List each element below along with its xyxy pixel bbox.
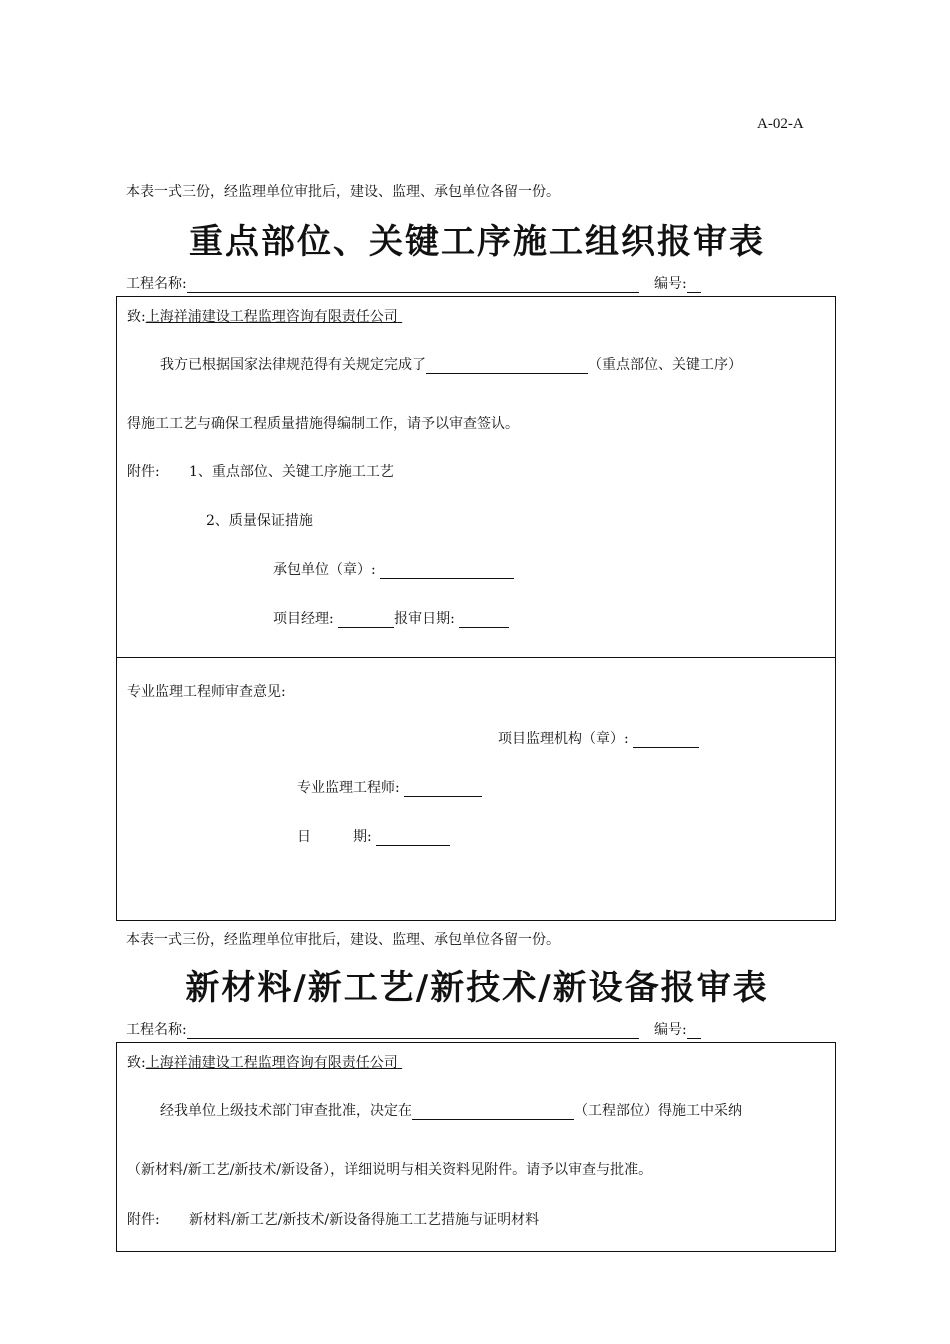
form2-body-prefix: 经我单位上级技术部门审查批准，决定在 <box>160 1103 412 1119</box>
form1-contractor-line <box>273 559 514 579</box>
form1-project-line <box>126 273 639 293</box>
form1-body-line2: 得施工工艺与确保工程质量措施得编制工作，请予以审查签认。 <box>127 416 519 432</box>
form1-body-prefix: 我方已根据国家法律规范得有关规定完成了 <box>160 357 426 373</box>
form2-body-suffix: （工程部位）得施工中采纳 <box>574 1103 742 1119</box>
form1-number-line <box>654 273 701 293</box>
form2-number-field[interactable] <box>687 1024 701 1039</box>
form1-review-date-field[interactable] <box>376 829 450 846</box>
form1-pm-date-line <box>273 608 509 628</box>
form2-body-line2: （新材料/新工艺/新技术/新设备），详细说明与相关资料见附件。请予以审查与批准。 <box>127 1162 653 1178</box>
form1-pm-field[interactable] <box>338 611 394 628</box>
form1-to-line <box>127 306 402 326</box>
form1-contractor-label: 承包单位（章）: <box>273 562 376 578</box>
form2-project-name-label: 工程名称: <box>126 1022 187 1038</box>
form1-number-label: 编号: <box>654 276 687 292</box>
form1-to-label: 致: <box>127 309 146 325</box>
form2-attachment-label: 附件: <box>127 1212 160 1228</box>
form-code: A-02-A <box>757 116 804 132</box>
form2-number-label: 编号: <box>654 1022 687 1038</box>
form1-contractor-field[interactable] <box>380 562 514 579</box>
form1-body-line1 <box>160 354 742 374</box>
form1-supervision-org-label: 项目监理机构（章）: <box>498 731 629 747</box>
form1-to-company: 上海祥浦建设工程监理咨询有限责任公司 <box>145 309 398 325</box>
form2-location-field[interactable] <box>412 1103 574 1120</box>
form1-project-name-label: 工程名称: <box>126 276 187 292</box>
form2-attachment-1: 新材料/新工艺/新技术/新设备得施工工艺措施与证明材料 <box>189 1212 540 1228</box>
form2-title: 新材料/新工艺/新技术/新设备报审表 <box>185 968 769 1008</box>
form1-attachment-2: 2、质量保证措施 <box>206 513 313 529</box>
form1-attachment-label: 附件: <box>127 464 160 480</box>
form2-project-name-field[interactable] <box>187 1024 639 1039</box>
form2-to-company: 上海祥浦建设工程监理咨询有限责任公司 <box>145 1055 398 1071</box>
form1-work-item-field[interactable] <box>426 357 588 374</box>
form1-project-name-field[interactable] <box>187 278 639 293</box>
form1-pm-label: 项目经理: <box>273 611 334 627</box>
form1-date-field[interactable] <box>459 611 509 628</box>
form1-engineer-line <box>297 777 482 797</box>
form2-to-line <box>127 1052 402 1072</box>
form1-supervision-org-field[interactable] <box>633 731 699 748</box>
form2-project-line <box>126 1019 639 1039</box>
form1-engineer-label: 专业监理工程师: <box>297 780 400 796</box>
form2-note: 本表一式三份，经监理单位审批后，建设、监理、承包单位各留一份。 <box>126 932 560 948</box>
form2-number-line <box>654 1019 701 1039</box>
form1-review-date-label: 日 期: <box>297 829 372 845</box>
form1-date-label: 报审日期: <box>394 611 455 627</box>
form1-number-field[interactable] <box>687 278 701 293</box>
form1-section-submission <box>116 296 836 658</box>
form2-section-submission <box>116 1042 836 1252</box>
form2-body-line1 <box>160 1100 742 1120</box>
form2-to-label: 致: <box>127 1055 146 1071</box>
form1-title: 重点部位、关键工序施工组织报审表 <box>189 222 765 262</box>
form1-attachment-1: 1、重点部位、关键工序施工工艺 <box>189 464 394 480</box>
form1-note: 本表一式三份，经监理单位审批后，建设、监理、承包单位各留一份。 <box>126 184 560 200</box>
form1-supervision-org-line <box>498 728 699 748</box>
form1-engineer-field[interactable] <box>404 780 482 797</box>
form1-review-date-line <box>297 826 450 846</box>
form1-body-suffix: （重点部位、关键工序） <box>588 357 742 373</box>
form1-section-review <box>116 657 836 921</box>
form1-review-label: 专业监理工程师审查意见: <box>127 684 286 700</box>
